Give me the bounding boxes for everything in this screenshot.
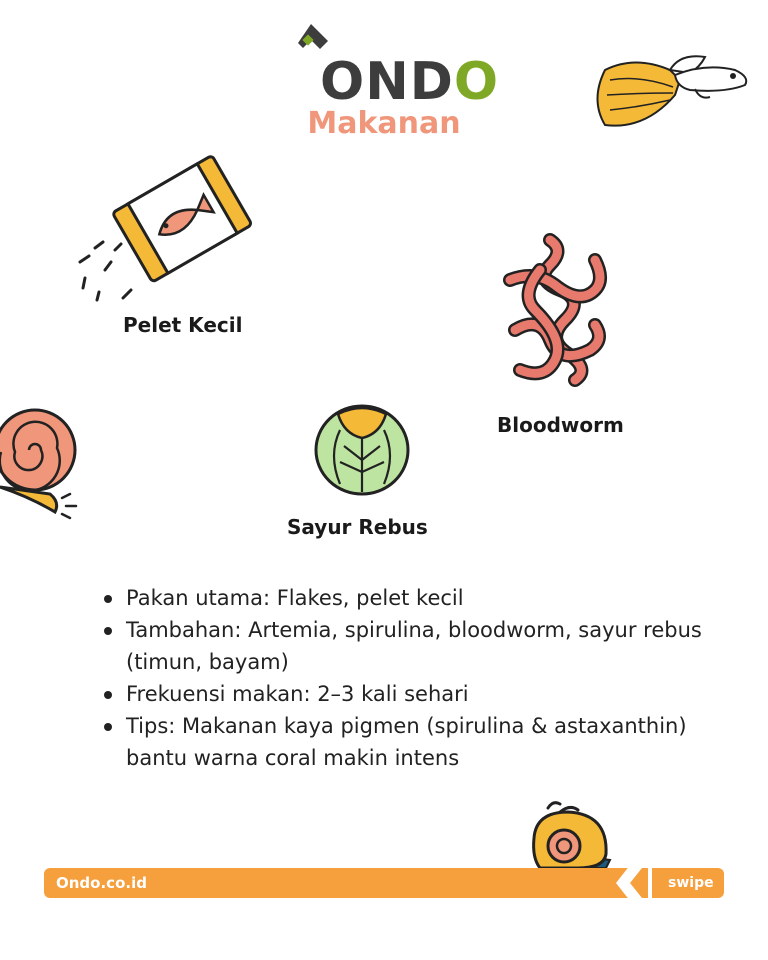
snail-icon: [0, 402, 90, 522]
website-link[interactable]: Ondo.co.id: [56, 874, 147, 892]
fish-food-packet-icon: [75, 150, 255, 310]
brand-name-green: O: [453, 52, 500, 112]
chevron-left-icon: [612, 860, 652, 906]
swipe-label[interactable]: swipe: [668, 875, 714, 891]
list-item: Tips: Makanan kaya pigmen (spirulina & astaxanthin) bantu warna coral makin intens: [102, 710, 702, 774]
food-label-sayur: Sayur Rebus: [287, 515, 428, 539]
cabbage-icon: [310, 400, 414, 500]
bloodworm-icon: [495, 230, 615, 390]
brand-logo: [290, 22, 500, 112]
brand-name-dark: OND: [320, 52, 454, 112]
guppy-fish-icon: [585, 45, 755, 135]
food-label-bloodworm: Bloodworm: [497, 413, 624, 437]
snail-small-icon: [528, 798, 614, 870]
list-item: Tambahan: Artemia, spirulina, bloodworm, sayur rebus (timun, bayam): [102, 614, 702, 678]
feeding-info-list: [102, 582, 702, 774]
list-item: Frekuensi makan: 2–3 kali sehari: [102, 678, 702, 710]
page-title: Makanan: [307, 106, 461, 141]
brand-wordmark: [320, 52, 499, 112]
list-item: Pakan utama: Flakes, pelet kecil: [102, 582, 702, 614]
food-label-pelet: Pelet Kecil: [123, 313, 243, 337]
